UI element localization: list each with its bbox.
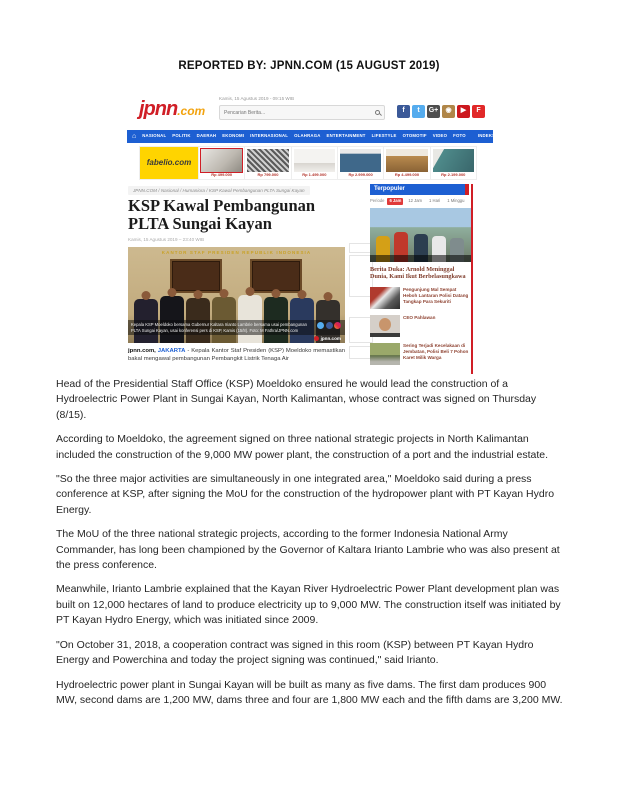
flipboard-icon[interactable]: F — [472, 105, 485, 118]
product-image — [340, 149, 381, 172]
logo-text: jpnn — [139, 98, 178, 120]
article-photo — [128, 247, 345, 343]
social-links — [397, 105, 485, 118]
paragraph: Head of the Presidential Staff Office (KSP) Moeldoko ensured he would lead the construction of a Hydroelectric Power Plant in Sungai Kayan, North Kalimantan, whose contract was signed on Thursday (8/15). — [56, 378, 537, 421]
nav-item-olahraga[interactable]: OLAHRAGA — [294, 133, 321, 139]
period-tabs — [370, 198, 469, 205]
intro-city-link[interactable]: JAKARTA — [157, 348, 186, 355]
nav-item-foto[interactable]: FOTO — [453, 133, 466, 139]
paragraph: "On October 31, 2018, a cooperation contract was signed in this room (KSP) between PT Kayan Hydro Energy and Powerchina and today the project signing was continued," said Irianto. — [56, 638, 534, 667]
paragraph: Hydroelectric power plant in Sungai Kayan will be built as many as five dams. The first dam produces 900 MW, second dams are 1,200 MW, dams three and four are 1,800 MW each and the fifth dams are 3,200 MW. — [56, 678, 563, 706]
nav-item-daerah[interactable]: DAERAH — [196, 133, 217, 139]
product-price: Rp 4.499.000 — [394, 172, 420, 178]
photo-caption: Kepala KSP Moeldoko bersama Gubernur Kaltara Irianto Lambrie bersama usai pembangunan PLTA Sungai Kayan, usai konferensi pers di KSP, Kamis (15/8). Foto: M Fathra/JPNN.com — [128, 320, 345, 335]
popular-item[interactable] — [370, 315, 469, 337]
nav-item-ekonomi[interactable]: EKONOMI — [222, 133, 245, 139]
ad-product[interactable] — [337, 147, 383, 179]
search-input[interactable] — [224, 110, 375, 116]
popular-item[interactable] — [370, 343, 469, 365]
facebook-icon[interactable]: f — [397, 105, 410, 118]
product-image — [294, 149, 335, 172]
item-title: CEO Pahlawan — [403, 315, 436, 321]
intro-brand: jpnn.com, — [128, 348, 156, 355]
tab-6jam[interactable]: 6 Jam — [389, 198, 402, 203]
nav-item-otomotif[interactable]: OTOMOTIF — [402, 133, 427, 139]
product-price: Rp 1.499.000 — [302, 172, 327, 178]
product-image — [201, 149, 242, 172]
item-title: Pengunjung Mal Sempat Heboh Lantaran Polisi Datang Tangkap Para Sekuriti — [403, 287, 469, 304]
paragraph: According to Moeldoko, the agreement signed on three national strategic projects in North Kalimantan included the construction of the 9,000 MW power plant, the construction of a port and the industrial estate. — [56, 433, 549, 461]
period-label: Periode — [370, 198, 385, 203]
article-intro — [128, 348, 345, 363]
item-thumbnail — [370, 315, 400, 337]
nav-item-lifestyle[interactable]: LIFESTYLE — [371, 133, 397, 139]
google-plus-icon[interactable]: G+ — [427, 105, 440, 118]
photo-wall-text: KANTOR STAF PRESIDEN REPUBLIK INDONESIA — [161, 250, 312, 256]
nav-item-nasional[interactable]: NASIONAL — [142, 133, 167, 139]
photo-share-icons — [317, 322, 341, 329]
youtube-icon[interactable]: ▶ — [457, 105, 470, 118]
popular-item[interactable] — [370, 287, 469, 309]
ad-product[interactable] — [244, 147, 290, 179]
tab-12jam[interactable]: 12 Jam — [408, 198, 423, 203]
product-image — [247, 149, 288, 172]
photo-watermark: jpnn.com — [314, 336, 341, 341]
site-date: Kamis, 15 Agustus 2019 - 09:15 WIB — [219, 96, 295, 101]
item-thumbnail — [370, 343, 400, 365]
jpnn-badge-icon — [314, 336, 319, 341]
logo-tld: .com — [177, 104, 206, 118]
product-price: Rp 2.999.000 — [348, 172, 373, 178]
ad-product[interactable] — [383, 147, 429, 179]
paragraph: The MoU of the three national strategic projects, according to the former Indonesia National Army Commander, has long been championed by the Governor of Kaltara Irianto Lambrie who was also present at the press conference. — [56, 528, 560, 572]
nav-item-politik[interactable]: POLITIK — [172, 133, 191, 139]
report-title: REPORTED BY: JPNN.COM (15 AUGUST 2019) — [178, 60, 440, 72]
jpnn-screenshot — [127, 93, 515, 374]
search-icon[interactable] — [375, 110, 380, 115]
product-price: Rp 799.000 — [257, 172, 279, 178]
terpopuler-sidebar — [370, 184, 473, 374]
tab-1hari[interactable]: 1 Hari — [429, 198, 441, 203]
report-body — [56, 377, 563, 717]
product-price: Rp 499.000 — [211, 172, 233, 178]
item-thumbnail — [370, 287, 400, 309]
article-title: KSP Kawal Pembangunan PLTA Sungai Kayan — [128, 196, 316, 233]
item-title: Sering Terjadi Kecelakaan di Jembatan, Polisi Beli 7 Pohon Karet Milik Warga — [403, 343, 469, 360]
paragraph: Meanwhile, Irianto Lambrie explained that the Kayan River Hydroelectric Power Plant development plan was built on 12,000 hectares of land to produce electricity up to 9,000 MW. The construction itself was initiated by PT Kayan Hydro Energy, which was initiated since 2009. — [56, 583, 561, 627]
intro-text: - Kepala Kantor Staf Presiden (KSP) Moeldoko memastikan bakal mengawal pembangunan Pembangkit Listrik Tenaga Air — [128, 348, 346, 362]
ad-product[interactable] — [430, 147, 476, 179]
facebook-share-icon[interactable] — [326, 322, 333, 329]
instagram-share-icon[interactable] — [334, 322, 341, 329]
breadcrumb[interactable]: JPNN.COM / Nasional / Humaniora / KSP Kawal Pembangunan PLTA Sungai Kayan — [128, 186, 310, 195]
product-image — [386, 149, 427, 172]
ad-product[interactable] — [198, 147, 244, 179]
tab-1minggu[interactable]: 1 Minggu — [447, 198, 465, 203]
twitter-share-icon[interactable] — [317, 322, 324, 329]
popular-lead-photo[interactable] — [370, 208, 471, 262]
home-icon[interactable]: ⌂ — [132, 133, 137, 140]
twitter-icon[interactable]: t — [412, 105, 425, 118]
article-column — [128, 197, 345, 363]
fabelio-logo[interactable]: fabelio.com — [140, 147, 198, 179]
paragraph: "So the three major activities are simultaneously in one integrated area," Moeldoko said during a press conference at KSP, after signing the MoU for the construction of the hydropower plant with PT Kayan Hydro Energy. — [56, 473, 555, 516]
nav-item-entertainment[interactable]: ENTERTAINMENT — [326, 133, 366, 139]
ad-product[interactable] — [291, 147, 337, 179]
product-image — [433, 149, 474, 172]
instagram-icon[interactable]: ◉ — [442, 105, 455, 118]
nav-item-indeks[interactable]: INDEKS — [477, 133, 496, 139]
nav-item-internasional[interactable]: INTERNASIONAL — [250, 133, 289, 139]
ad-banner[interactable] — [139, 146, 477, 180]
popular-lead-title[interactable]: Berita Duka: Arnold Meninggal Dunia, Kami Ikut Berbelasungkawa — [370, 265, 466, 281]
search-box[interactable] — [219, 105, 385, 120]
nav-item-video[interactable]: VIDEO — [432, 133, 448, 139]
main-nav — [127, 130, 515, 143]
terpopuler-header: Terpopuler — [370, 184, 469, 195]
nav-item-menu[interactable]: MENU — [501, 133, 515, 139]
product-price: Rp 2.199.000 — [441, 172, 466, 178]
article-date: Kamis, 15 Agustus 2019 – 23:40 WIB — [128, 237, 205, 242]
jpnn-logo[interactable] — [139, 98, 205, 121]
